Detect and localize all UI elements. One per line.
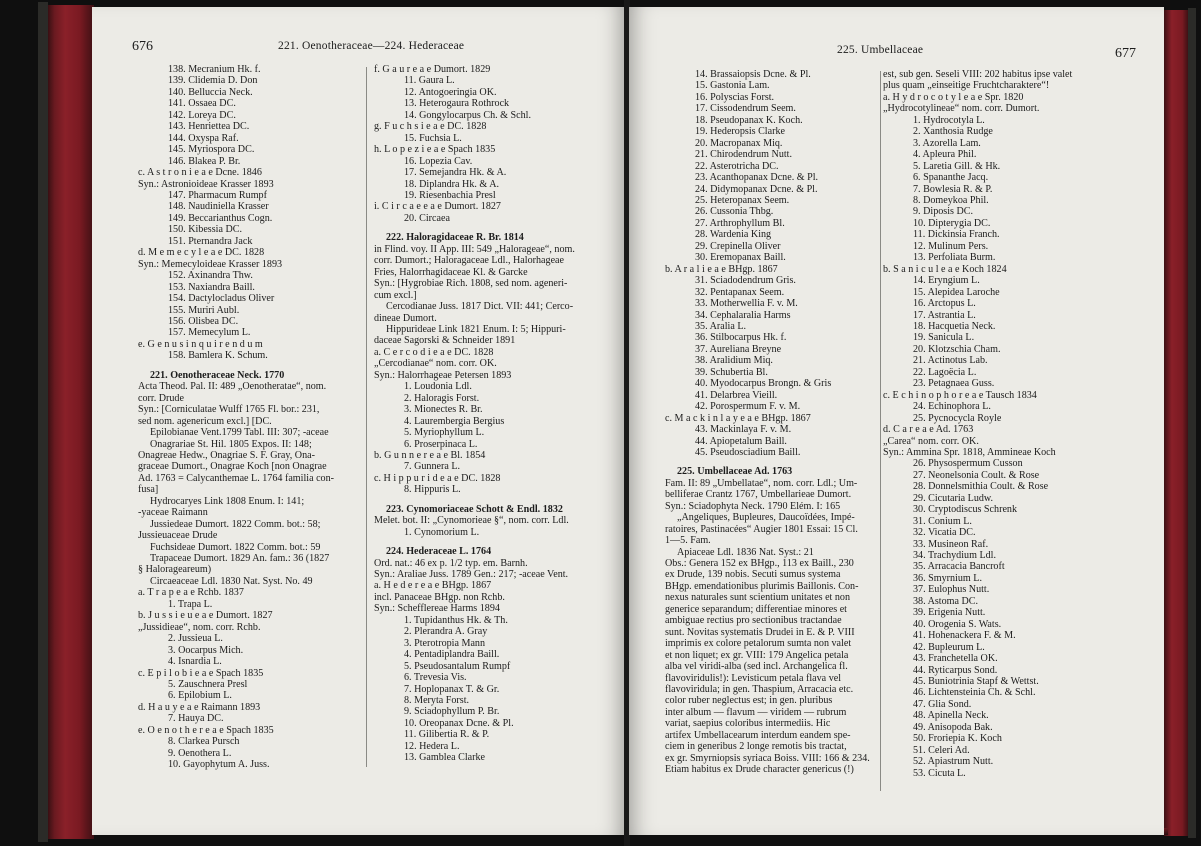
text-line: Syn.: Araliae Juss. 1789 Gen.: 217; -aceae Vent. <box>374 569 569 581</box>
text-line: imprimis ex colore petalorum sumta non valet <box>665 638 852 650</box>
right-page <box>629 7 1164 835</box>
text-line: 40. Myodocarpus Brongn. & Gris <box>695 378 832 390</box>
text-line: 146. Blakea P. Br. <box>168 155 241 167</box>
text-line: Obs.: Genera 152 ex BHgp., 113 ex Baill., 230 <box>665 558 854 570</box>
text-line: incl. Panaceae BHgp. non Rchb. <box>374 591 505 603</box>
text-line: „Carea“ nom. corr. OK. <box>883 435 979 447</box>
text-line: 4. Pentadiplandra Baill. <box>404 649 500 661</box>
text-line: 7. Hauya DC. <box>168 713 224 725</box>
text-line: h. L o p e z i e a e Spach 1835 <box>374 144 496 156</box>
text-line: c. E c h i n o p h o r e a e Tausch 1834 <box>883 389 1037 401</box>
text-line: 1. Loudonia Ldl. <box>404 381 472 393</box>
text-line: Ad. 1763 = Calycanthemae L. 1764 familia con- <box>138 472 335 484</box>
text-line: Jussiedeae Dumort. 1822 Comm. bot.: 58; <box>150 518 321 530</box>
text-line: 44. Apiopetalum Baill. <box>695 435 787 447</box>
text-line: 52. Apiastrum Nutt. <box>913 756 994 768</box>
left-cover <box>38 2 48 842</box>
text-line: 1. Tupidanthus Hk. & Th. <box>404 614 508 626</box>
text-line: 51. Celeri Ad. <box>913 744 970 756</box>
text-line: 14. Gongylocarpus Ch. & Schl. <box>404 109 532 121</box>
text-line: 27. Arthrophyllum Bl. <box>695 217 785 229</box>
text-line: 22. Asterotricha DC. <box>695 160 779 172</box>
text-line: 142. Loreya DC. <box>168 109 236 121</box>
text-line: 47. Glia Sond. <box>913 698 972 710</box>
text-line: Cercodianae Juss. 1817 Dict. VII: 441; Cerco- <box>386 301 574 313</box>
text-line: 30. Cryptodiscus Schrenk <box>913 504 1018 516</box>
text-line: 6. Trevesia Vis. <box>404 672 467 684</box>
text-line: 8. Hippuris L. <box>404 484 461 496</box>
text-line: graceae Dumort., Onagrae Koch [non Onagrae <box>138 461 327 473</box>
text-line: 2. Plerandra A. Gray <box>404 626 488 638</box>
text-line: 24. Echinophora L. <box>913 401 991 413</box>
text-line: 1. Trapa L. <box>168 598 213 610</box>
text-line: 14. Brassaiopsis Dcne. & Pl. <box>695 69 811 80</box>
text-line: a. T r a p e a e Rchb. 1837 <box>138 587 244 599</box>
text-line: 19. Sanicula L. <box>913 332 975 344</box>
text-line: daceae Sagorski & Schneider 1891 <box>374 335 516 347</box>
family-heading: 222. Haloragidaceae R. Br. 1814 <box>386 232 524 244</box>
right-page-edge <box>1164 10 1190 836</box>
text-line: est, sub gen. Seseli VIII: 202 habitus ipse valet <box>883 69 1073 80</box>
text-line: 3. Mionectes R. Br. <box>404 404 483 416</box>
text-line: 4. Laurembergia Bergius <box>404 415 505 427</box>
right-cover <box>1188 8 1196 838</box>
text-line: b. A r a l i e a e BHgp. 1867 <box>665 263 778 275</box>
left-page-edge <box>46 5 94 839</box>
text-line: 9. Oenothera L. <box>168 747 232 759</box>
text-line: 30. Eremopanax Baill. <box>695 252 786 264</box>
text-line: 20. Circaea <box>404 212 450 224</box>
text-line: 19. Riesenbachia Presl <box>404 189 496 201</box>
text-line: flavoviridula; in gen. Thaspium, Arracacia etc. <box>665 684 854 696</box>
text-line: 35. Aralia L. <box>695 320 747 332</box>
text-line: Hippurideae Link 1821 Enum. I: 5; Hippuri- <box>386 323 566 335</box>
family-heading: 221. Oenotheraceae Neck. 1770 <box>150 369 285 381</box>
text-line: c. H i p p u r i d e a e DC. 1828 <box>374 472 501 484</box>
text-line: nexus naturales sunt scientium unitates et non <box>665 592 851 604</box>
text-line: Trapaceae Dumort. 1829 An. fam.: 36 (1827 <box>150 553 330 565</box>
spacer <box>132 362 364 370</box>
text-line: dineae Dumort. <box>374 312 437 324</box>
text-line: 1—5. Fam. <box>665 535 711 547</box>
text-line: 8. Clarkea Pursch <box>168 736 240 748</box>
text-line: 24. Didymopanax Dcne. & Pl. <box>695 183 818 195</box>
text-line: 141. Ossaea DC. <box>168 98 236 110</box>
text-line: 11. Gaura L. <box>404 75 455 87</box>
text-line: 151. Pternandra Jack <box>168 235 253 247</box>
text-line: 12. Hedera L. <box>404 740 460 752</box>
text-line: 16. Polyscias Forst. <box>695 91 775 103</box>
text-line: 9. Sciadophyllum P. Br. <box>404 706 500 718</box>
text-line: in Flind. voy. II App. III: 549 „Halorageae“, nom. <box>374 243 575 255</box>
text-line: 2. Haloragis Forst. <box>404 392 480 404</box>
text-line: Fuchsideae Dumort. 1822 Comm. bot.: 59 <box>150 541 321 553</box>
text-line: Hydrocaryes Link 1808 Enum. I: 141; <box>150 495 305 507</box>
text-line: b. G u n n e r e a e Bl. 1854 <box>374 449 486 461</box>
text-line: 11. Dickinsia Franch. <box>913 229 1000 241</box>
text-line: d. C a r e a e Ad. 1763 <box>883 424 974 436</box>
text-line: b. J u s s i e u e a e Dumort. 1827 <box>138 610 273 622</box>
spacer <box>659 458 879 466</box>
text-line: 31. Conium L. <box>913 515 972 527</box>
text-line: 18. Diplandra Hk. & A. <box>404 178 500 190</box>
text-line: 2. Jussieua L. <box>168 633 223 645</box>
text-line: 19. Hederopsis Clarke <box>695 126 785 138</box>
text-line: 4. Isnardia L. <box>168 656 222 668</box>
text-line: 149. Beccarianthus Cogn. <box>168 212 273 224</box>
text-line: artifex Umbellacearum interdum eandem spe- <box>665 729 851 741</box>
text-line: Syn.: Halorrhageae Petersen 1893 <box>374 369 512 381</box>
text-line: 5. Zauschnera Presl <box>168 679 248 691</box>
text-line: 43. Mackinlaya F. v. M. <box>695 424 792 436</box>
text-line: 35. Arracacia Bancroft <box>913 561 1005 573</box>
text-line: -yaceae Raimann <box>138 507 208 519</box>
family-heading: 223. Cynomoriaceae Schott & Endl. 1832 <box>386 503 563 515</box>
text-line: Epilobianae Vent.1799 Tabl. III: 307; -aceae <box>150 427 329 439</box>
text-line: Jussieuaceae Drude <box>138 530 218 542</box>
text-line: 1. Cynomorium L. <box>404 526 480 538</box>
text-line: alba vel viridi-alba (sed incl. Archangelica fl. <box>665 661 848 673</box>
text-line: fusa] <box>138 484 159 496</box>
text-line: 21. Chirodendrum Nutt. <box>695 149 793 161</box>
running-header-right: 225. Umbellaceae <box>837 44 924 56</box>
text-line: a. H y d r o c o t y l e a e Spr. 1820 <box>883 91 1024 103</box>
text-line: 13. Perfoliata Burm. <box>913 252 996 264</box>
text-line: a. H e d e r e a e BHgp. 1867 <box>374 580 492 592</box>
text-line: § Halorageareum) <box>138 564 212 576</box>
text-line: 156. Olisbea DC. <box>168 315 239 327</box>
text-line: 36. Stilbocarpus Hk. f. <box>695 332 787 344</box>
text-line: et non liquet; ex gr. VIII: 179 Angelica petala <box>665 649 849 661</box>
text-line: 45. Pseudosciadium Baill. <box>695 446 801 458</box>
text-line: cum excl.] <box>374 289 417 301</box>
text-line: 153. Naxiandra Baill. <box>168 281 255 293</box>
text-line: Fries, Halorrhagidaceae Kl. & Garcke <box>374 266 528 278</box>
spacer <box>368 538 618 546</box>
text-line: 42. Porospermum F. v. M. <box>695 401 801 413</box>
text-line: 11. Gilibertia R. & P. <box>404 729 490 741</box>
text-line: ciem in generibus 2 longe remotis bis tractat, <box>665 741 847 753</box>
text-line: 49. Anisopoda Bak. <box>913 721 993 733</box>
text-line: 34. Cephalaralia Harms <box>695 309 791 321</box>
right-column-2 <box>877 69 1137 779</box>
text-line: 20. Klotzschia Cham. <box>913 343 1001 355</box>
text-line: 138. Mecranium Hk. f. <box>168 64 261 75</box>
text-line: „Angeliques, Bupleures, Daucoïdées, Impé- <box>677 512 855 524</box>
text-line: 148. Naudiniella Krasser <box>168 201 269 213</box>
text-line: plus quam „einseitige Fruchtcharaktere“! <box>883 80 1050 92</box>
text-line: Etiam habitus ex Drude character genericus (!) <box>665 764 854 776</box>
text-line: 5. Pseudosantalum Rumpf <box>404 660 511 672</box>
left-column-2 <box>368 64 618 764</box>
text-line: 34. Trachydium Ldl. <box>913 550 996 562</box>
text-line: 150. Kibessia DC. <box>168 224 243 236</box>
text-line: 147. Pharmacum Rumpf <box>168 189 267 201</box>
column-rule-left <box>366 67 367 767</box>
text-line: 25. Pycnocycla Royle <box>913 412 1002 424</box>
text-line: 29. Crepinella Oliver <box>695 240 781 252</box>
text-line: Syn.: [Hygrobiae Rich. 1808, sed nom. ageneri- <box>374 278 568 290</box>
family-heading: 225. Umbellaceae Ad. 1763 <box>677 466 793 478</box>
text-line: 17. Astrantia L. <box>913 309 976 321</box>
right-column-1 <box>659 69 879 776</box>
text-line: 13. Heterogaura Rothrock <box>404 98 510 110</box>
text-line: 5. Laretia Gill. & Hk. <box>913 160 1001 172</box>
text-line: 17. Semejandra Hk. & A. <box>404 167 507 179</box>
text-line: 33. Motherwellia F. v. M. <box>695 298 798 310</box>
text-line: Melet. bot. II: „Cynomorieae §“, nom. corr. Ldl. <box>374 515 569 527</box>
text-line: 10. Gayophytum A. Juss. <box>168 759 270 771</box>
left-page <box>92 7 625 835</box>
text-line: 37. Eulophus Nutt. <box>913 584 990 596</box>
text-line: 3. Pterotropia Mann <box>404 637 486 649</box>
text-line: 2. Xanthosia Rudge <box>913 126 993 138</box>
text-line: d. M e m e c y l e a e DC. 1828 <box>138 247 265 259</box>
text-line: c. M a c k i n l a y e a e BHgp. 1867 <box>665 412 811 424</box>
text-line: 28. Donnelsmithia Coult. & Rose <box>913 481 1049 493</box>
text-line: 25. Heteropanax Seem. <box>695 194 790 206</box>
text-line: 38. Astoma DC. <box>913 595 979 607</box>
text-line: corr. Dumort.; Haloragaceae Ldl., Halorhageae <box>374 255 565 267</box>
text-line: 7. Gunnera L. <box>404 461 461 473</box>
text-line: Onagreae Hedw., Onagriae S. F. Gray, Ona- <box>138 449 315 461</box>
text-line: d. H a u y e a e Raimann 1893 <box>138 701 261 713</box>
text-line: e. G e n u s i n q u i r e n d u m <box>138 338 263 350</box>
text-line: c. A s t r o n i e a e Dcne. 1846 <box>138 167 262 179</box>
text-line: 15. Alepidea Laroche <box>913 286 1000 298</box>
text-line: 1. Hydrocotyla L. <box>913 114 985 126</box>
text-line: 17. Cissodendrum Seem. <box>695 103 796 115</box>
text-line: 46. Lichtensteinia Ch. & Schl. <box>913 687 1036 699</box>
text-line: inter album — flavum — viridem — rubrum <box>665 706 847 718</box>
text-line: 26. Physospermum Cusson <box>913 458 1023 470</box>
text-line: variat, saepius coloribus intermediis. Hic <box>665 718 831 730</box>
text-line: 6. Spananthe Jacq. <box>913 172 989 184</box>
text-line: Syn.: Astronioideae Krasser 1893 <box>138 178 274 190</box>
text-line: 15. Fuchsia L. <box>404 132 462 144</box>
text-line: 33. Musineon Raf. <box>913 538 989 550</box>
text-line: 39. Schubertia Bl. <box>695 366 768 378</box>
text-line: 45. Buniotrinia Stapf & Wettst. <box>913 676 1039 688</box>
text-line: 7. Bowlesia R. & P. <box>913 183 993 195</box>
text-line: 4. Apleura Phil. <box>913 149 977 161</box>
text-line: „Hydrocotylineae“ nom. corr. Dumort. <box>883 103 1040 115</box>
text-line: Apiaceae Ldl. 1836 Nat. Syst.: 21 <box>677 546 814 558</box>
text-line: 6. Epilobium L. <box>168 690 232 702</box>
text-line: 16. Lopezia Cav. <box>404 155 473 167</box>
text-line: ex Drude, 139 nobis. Secuti sumus systema <box>665 569 841 581</box>
text-line: 39. Erigenia Nutt. <box>913 607 986 619</box>
text-line: 38. Aralidium Miq. <box>695 355 773 367</box>
text-line: 12. Antogoeringia OK. <box>404 86 497 98</box>
text-line: ex gr. Smyrniopsis syriaca Boiss. VIII: 166 & 234. <box>665 752 870 764</box>
text-line: 13. Gamblea Clarke <box>404 752 486 764</box>
text-line: „Cercodianae“ nom. corr. OK. <box>374 358 497 370</box>
text-line: corr. Drude <box>138 392 184 404</box>
text-line: sed nom. agenericum excl.] [DC. <box>138 415 272 427</box>
text-line: 21. Actinotus Lab. <box>913 355 988 367</box>
text-line: 143. Henriettea DC. <box>168 121 250 133</box>
text-line: ratoires, Pastinacées“ Augier 1801 Essai: 15 Cl. <box>665 523 858 535</box>
text-line: 144. Oxyspa Raf. <box>168 132 239 144</box>
text-line: Onagrariae St. Hil. 1805 Expos. II: 148; <box>150 438 312 450</box>
text-line: 158. Bamlera K. Schum. <box>168 350 268 362</box>
text-line: 3. Oocarpus Mich. <box>168 644 244 656</box>
text-line: 37. Aureliana Breyne <box>695 343 782 355</box>
text-line: 23. Petagnaea Guss. <box>913 378 995 390</box>
text-line: 8. Meryta Forst. <box>404 695 470 707</box>
text-line: 155. Muriri Aubl. <box>168 304 240 316</box>
family-heading: 224. Hederaceae L. 1764 <box>386 546 492 558</box>
text-line: g. F u c h s i e a e DC. 1828 <box>374 121 487 133</box>
text-line: Fam. II: 89 „Umbellatae“, nom. corr. Ldl.; Um- <box>665 477 858 489</box>
spacer <box>368 496 618 504</box>
text-line: sunt. Novitas systematis Drudei in E. & P. VIII <box>665 626 855 638</box>
text-line: belliferae Crantz 1767, Umbellarieae Dumort. <box>665 489 852 501</box>
spacer <box>368 224 618 232</box>
text-line: 6. Proserpinaca L. <box>404 438 478 450</box>
text-line: 139. Clidemia D. Don <box>168 75 258 87</box>
text-line: 28. Wardenia King <box>695 229 772 241</box>
text-line: c. E p i l o b i e a e Spach 1835 <box>138 667 264 679</box>
text-line: 32. Vicatia DC. <box>913 527 976 539</box>
text-line: 140. Belluccia Neck. <box>168 86 253 98</box>
text-line: 154. Dactylocladus Oliver <box>168 293 275 305</box>
text-line: flavoviridulis!): Levisticum petala flava vel <box>665 672 842 684</box>
page-number-left: 676 <box>132 39 153 54</box>
text-line: 18. Pseudopanax K. Koch. <box>695 114 803 126</box>
text-line: 31. Sciadodendrum Gris. <box>695 275 796 287</box>
text-line: 48. Apinella Neck. <box>913 710 989 722</box>
text-line: 152. Axinandra Thw. <box>168 270 253 282</box>
text-line: 42. Bupleurum L. <box>913 641 985 653</box>
text-line: 7. Hoplopanax T. & Gr. <box>404 683 500 695</box>
text-line: 40. Orogenia S. Wats. <box>913 618 1002 630</box>
text-line: 145. Myriospora DC. <box>168 144 255 156</box>
text-line: 15. Gastonia Lam. <box>695 80 770 92</box>
running-header-left: 221. Oenotheraceae—224. Hederaceae <box>278 40 465 52</box>
text-line: 5. Myriophyllum L. <box>404 427 485 439</box>
text-line: Circaeaceae Ldl. 1830 Nat. Syst. No. 49 <box>150 575 313 587</box>
text-line: ambiguae rectius pro sectionibus tractandae <box>665 615 842 627</box>
text-line: 27. Neonelsonia Coult. & Rose <box>913 469 1040 481</box>
text-line: 32. Pentapanax Seem. <box>695 286 785 298</box>
text-line: Syn.: [Corniculatae Wulff 1765 Fl. bor.: 231, <box>138 404 320 416</box>
text-line: Ord. nat.: 46 ex p. 1/2 typ. em. Barnh. <box>374 557 528 569</box>
text-line: 3. Azorella Lam. <box>913 137 981 149</box>
text-line: 50. Froriepia K. Koch <box>913 733 1002 745</box>
text-line: e. O e n o t h e r e a e Spach 1835 <box>138 724 274 736</box>
text-line: 20. Macropanax Miq. <box>695 137 783 149</box>
text-line: 26. Cussonia Thbg. <box>695 206 774 218</box>
text-line: 41. Hohenackera F. & M. <box>913 630 1016 642</box>
text-line: 53. Cicuta L. <box>913 767 966 779</box>
left-column-1 <box>132 64 364 771</box>
text-line: 10. Dipterygia DC. <box>913 217 991 229</box>
text-line: Syn.: Schefflereae Harms 1894 <box>374 603 500 615</box>
text-line: generice separandum; differentiae minores et <box>665 603 847 615</box>
text-line: 18. Hacquetia Neck. <box>913 320 996 332</box>
text-line: 157. Memecylum L. <box>168 327 251 339</box>
text-line: 16. Arctopus L. <box>913 298 976 310</box>
text-line: f. G a u r e a e Dumort. 1829 <box>374 64 491 75</box>
text-line: 9. Diposis DC. <box>913 206 974 218</box>
text-line: color ruber neglectus est; in gen. pluribus <box>665 695 833 707</box>
text-line: Syn.: Memecyloideae Krasser 1893 <box>138 258 283 270</box>
text-line: 29. Cicutaria Ludw. <box>913 492 994 504</box>
text-line: b. S a n i c u l e a e Koch 1824 <box>883 263 1007 275</box>
text-line: 10. Oreopanax Dcne. & Pl. <box>404 717 514 729</box>
text-line: 12. Mulinum Pers. <box>913 240 989 252</box>
text-line: 44. Ryticarpus Sond. <box>913 664 998 676</box>
text-line: BHgp. emendationibus plurimis Baillonis. Con- <box>665 580 859 592</box>
text-line: a. C e r c o d i e a e DC. 1828 <box>374 346 494 358</box>
text-line: Syn.: Ammina Spr. 1818, Ammineae Koch <box>883 446 1056 458</box>
text-line: 8. Domeykoa Phil. <box>913 194 989 206</box>
text-line: i. C i r c a e e a e Dumort. 1827 <box>374 201 501 213</box>
page-number-right: 677 <box>1115 46 1136 61</box>
text-line: 36. Smyrnium L. <box>913 572 982 584</box>
text-line: 23. Acanthopanax Dcne. & Pl. <box>695 172 819 184</box>
text-line: Syn.: Sciadophyta Neck. 1790 Elém. I: 165 <box>665 500 841 512</box>
text-line: 22. Lagoëcia L. <box>913 366 977 378</box>
text-line: Acta Theod. Pal. II: 489 „Oenotheratae“, nom. <box>138 381 327 393</box>
text-line: 14. Eryngium L. <box>913 275 980 287</box>
text-line: 41. Delarbrea Vieill. <box>695 389 778 401</box>
text-line: 43. Franchetella OK. <box>913 653 998 665</box>
text-line: „Jussidieae“, nom. corr. Rchb. <box>138 621 261 633</box>
